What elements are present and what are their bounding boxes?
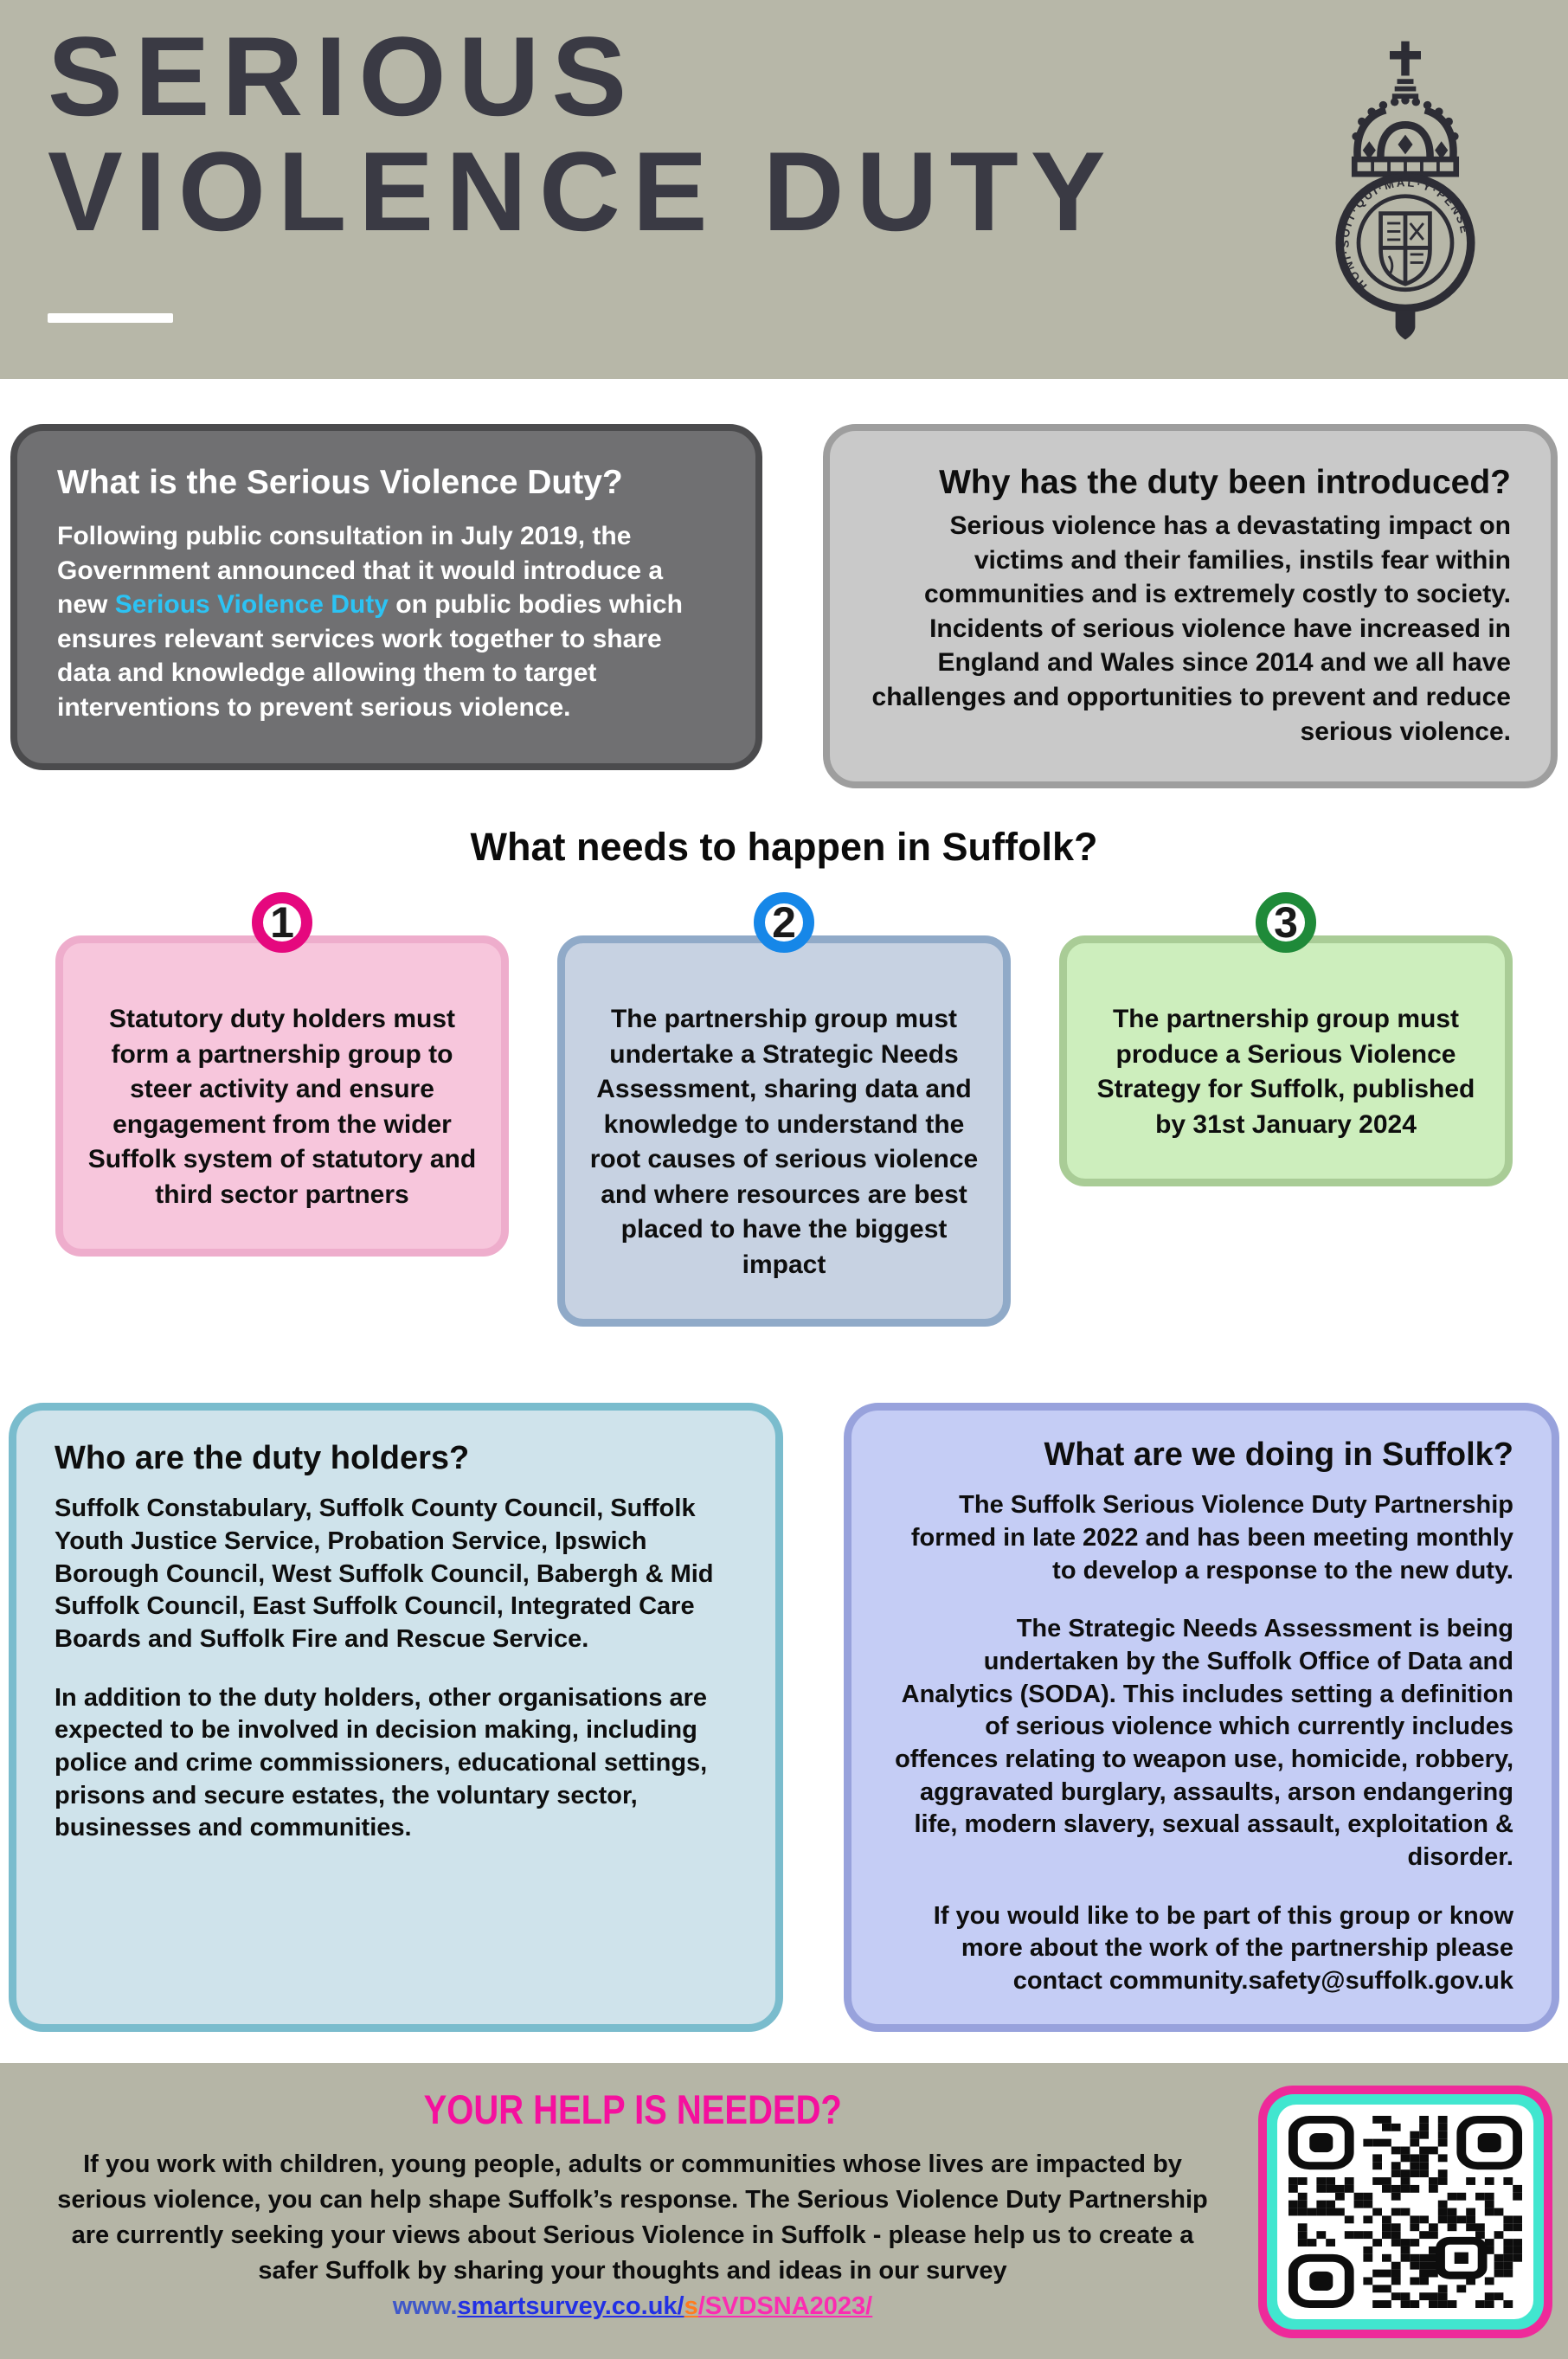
what-is-duty-body [57, 519, 716, 725]
what-is-body-before: Following public consultation in July 2019, the Government announced that it would introduce a new [57, 522, 664, 620]
survey-url-path[interactable]: /SVDSNA2023/ [697, 2292, 873, 2321]
qr-code-image [1288, 2116, 1522, 2308]
needs-section-heading: What needs to happen in Suffolk? [470, 825, 1098, 870]
doing-para-partnership: The Suffolk Serious Violence Duty Partnership formed in late 2022 and has been meeting monthly to develop a response to the new duty. [910, 1491, 1513, 1584]
survey-url-s[interactable]: s [684, 2292, 698, 2321]
title-underline-dash [48, 313, 173, 323]
royal-crest-logo [1319, 36, 1492, 348]
intro-row [10, 424, 1558, 788]
poster-title-line2: VIOLENCE DUTY [48, 127, 1118, 254]
steps-row [55, 892, 1513, 1327]
what-is-duty-card [10, 424, 762, 770]
duty-holders-list: Suffolk Constabulary, Suffolk County Council, Suffolk Youth Justice Service, Probation Service, Ipswich Borough Council, West Suffolk Council, Babergh & Mid Suffolk Council, East Suffolk Council, Integrated Care Boards and Suffolk Fire and Rescue Service. [55, 1494, 714, 1653]
what-is-body-after: on public bodies which ensures relevant services work together to share data and knowledge allowing them to target interventions to prevent serious violence. [57, 590, 683, 722]
survey-url-www[interactable]: www. [392, 2292, 458, 2321]
duty-holders-card [9, 1403, 783, 2032]
step-3 [1059, 892, 1513, 1186]
details-row [9, 1403, 1559, 2032]
poster-title-line1: SERIOUS [48, 13, 639, 139]
masthead [0, 0, 1568, 379]
step-1 [55, 892, 509, 1257]
crest-motto-text: HONI·SOIT·QUI·MAL·Y·PENSE [1338, 176, 1472, 293]
poster-body [0, 379, 1568, 2032]
step-2-text: The partnership group must undertake a Strategic Needs Assessment, sharing data and knowledge to understand the root causes of serious violence and where resources are best placed to have the biggest impact [589, 1005, 979, 1279]
doing-in-suffolk-card [844, 1403, 1559, 2032]
why-introduced-body: Serious violence has a devastating impact on victims and their families, instils fear within communities and is extremely costly to society. Incidents of serious violence have increased in England and Wales since 2014 and we all have challenges and opportunities to prevent and reduce serious violence. [871, 511, 1511, 746]
survey-url-domain[interactable]: smartsurvey.co.uk/ [457, 2292, 684, 2321]
help-needed-footer [0, 2063, 1568, 2359]
doing-in-suffolk-heading: What are we doing in Suffolk? [1044, 1437, 1513, 1474]
why-introduced-card [823, 424, 1558, 788]
help-needed-heading: YOUR HELP IS NEEDED? [423, 2086, 842, 2132]
duty-holders-heading: Who are the duty holders? [55, 1440, 470, 1477]
doing-para-contact: If you would like to be part of this group or know more about the work of the partnership please contact community.safety@suffolk.gov.uk [933, 1901, 1513, 1996]
step-3-number-badge: 3 [1256, 892, 1316, 953]
step-2-number-badge: 2 [754, 892, 814, 953]
poster-title [48, 13, 1118, 254]
serious-violence-duty-highlight: Serious Violence Duty [114, 590, 389, 620]
step-2 [557, 892, 1011, 1327]
step-2-card [557, 935, 1011, 1327]
step-3-card [1059, 935, 1513, 1186]
step-3-text: The partnership group must produce a Serious Violence Strategy for Suffolk, published by 31st January 2024 [1096, 1005, 1475, 1139]
step-1-card [55, 935, 509, 1257]
why-introduced-heading: Why has the duty been introduced? [939, 464, 1511, 501]
footer-text-column [40, 2086, 1225, 2325]
qr-code-frame-pink [1258, 2086, 1552, 2338]
help-needed-body [53, 2147, 1212, 2325]
qr-code-frame-teal [1267, 2094, 1544, 2330]
what-is-duty-heading: What is the Serious Violence Duty? [57, 464, 623, 501]
duty-holders-other-orgs: In addition to the duty holders, other organisations are expected to be involved in decision making, including police and crime commissioners, educational settings, prisons and secure estates, the voluntary sector, businesses and communities. [55, 1683, 708, 1842]
footer-body-text: If you work with children, young people, adults or communities whose lives are impacted by serious violence, you can help shape Suffolk’s response. The Serious Violence Duty Partnership are currently seeking your views about Serious Violence in Suffolk - please help us to create a safer Suffolk by sharing your thoughts and ideas in our survey [57, 2150, 1208, 2285]
qr-code-panel [1277, 2105, 1533, 2319]
step-1-number-badge: 1 [252, 892, 312, 953]
doing-para-sna: The Strategic Needs Assessment is being undertaken by the Suffolk Office of Data and Analytics (SODA). This includes setting a definition of serious violence which currently includes offences relating to weapon use, homicide, robbery, aggravated burglary, assaults, arson endangering life, modern slavery, sexual assault, exploitation & disorder. [895, 1615, 1513, 1872]
step-1-text: Statutory duty holders must form a partnership group to steer activity and ensure engagement from the wider Suffolk system of statutory and third sector partners [87, 1005, 477, 1209]
survey-url-link[interactable] [393, 2292, 873, 2320]
